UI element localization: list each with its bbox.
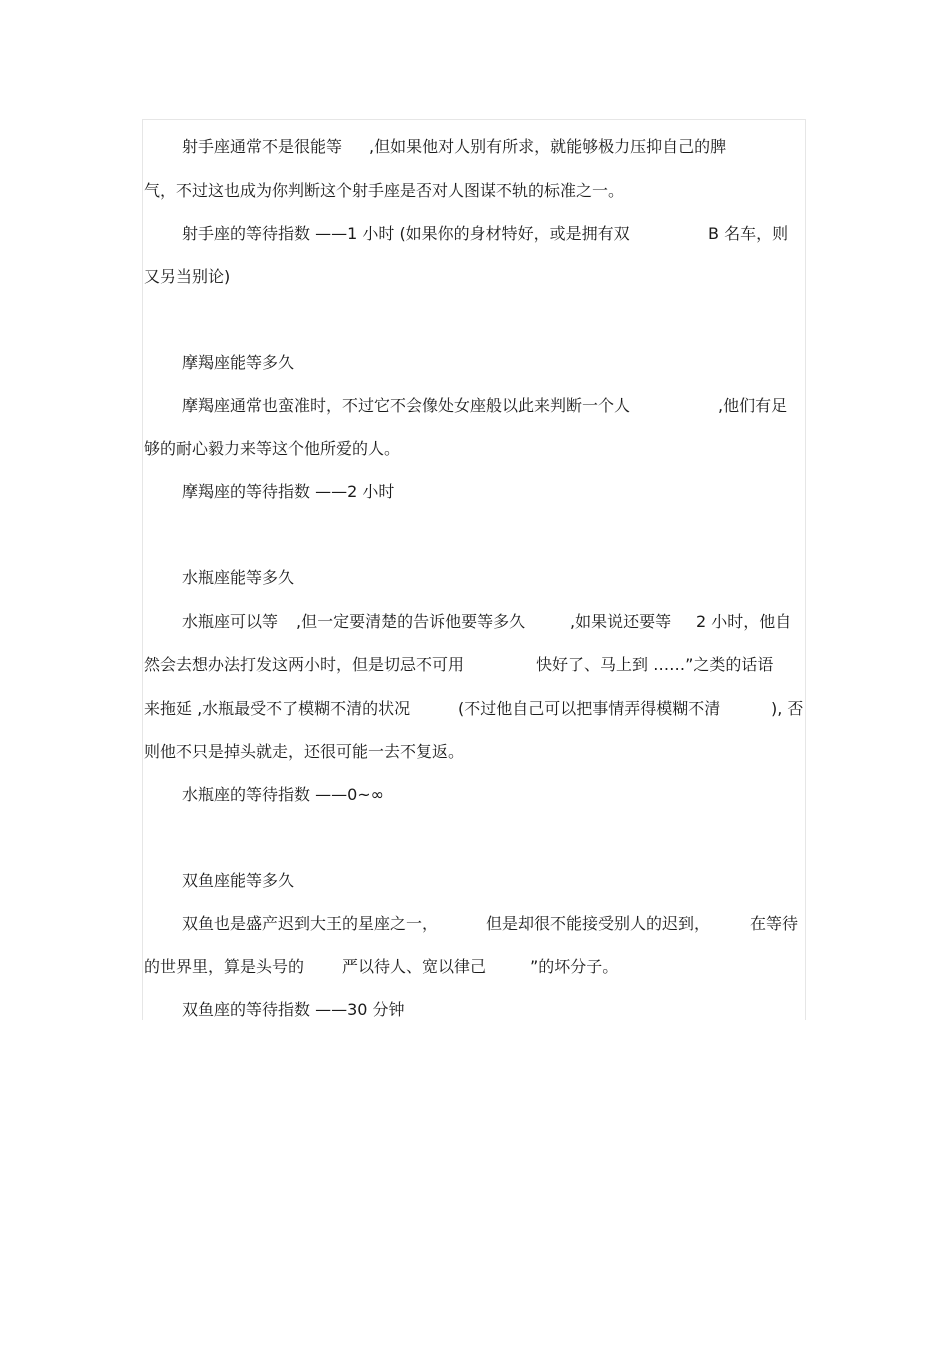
text-segment: 射手座的等待指数 ——1 小时 (如果你的身材特好，或是拥有双 — [182, 224, 630, 243]
text-line — [144, 482, 806, 502]
text-line — [144, 137, 806, 157]
heading-text: 摩羯座能等多久 — [182, 353, 295, 372]
text-segment: 够的耐心毅力来等这个他所爱的人。 — [144, 439, 401, 458]
text-segment: 来拖延 ,水瓶最受不了模糊不清的状况 — [144, 699, 411, 718]
text-segment: 双鱼座的等待指数 ——30 分钟 — [182, 1000, 405, 1019]
text-segment: 的世界里，算是头号的 — [144, 957, 305, 976]
text-segment: 然会去想办法打发这两小时，但是切忌不可用 — [144, 655, 465, 674]
text-segment: ,但如果他对人别有所求，就能够极力压抑自己的脾 — [369, 137, 727, 156]
section-heading — [144, 353, 806, 373]
text-segment: 摩羯座的等待指数 ——2 小时 — [182, 482, 395, 501]
text-segment: 气，不过这也成为你判断这个射手座是否对人图谋不轨的标准之一。 — [144, 181, 625, 200]
text-line — [144, 914, 806, 934]
text-line — [144, 1000, 806, 1020]
text-segment: 在等待 — [750, 914, 799, 933]
text-segment: (不过他自己可以把事情弄得模糊不清 — [458, 699, 721, 718]
text-segment: B 名车，则 — [708, 224, 789, 243]
section-heading — [144, 568, 806, 588]
text-line — [144, 224, 806, 244]
text-segment: ,如果说还要等 — [570, 612, 672, 631]
text-segment: 严以待人、宽以律己 — [342, 957, 487, 976]
text-line — [144, 439, 806, 459]
text-line — [144, 699, 806, 719]
text-line — [144, 267, 806, 287]
text-segment: 2 小时，他自 — [696, 612, 792, 631]
heading-text: 水瓶座能等多久 — [182, 568, 295, 587]
text-line — [144, 181, 806, 201]
text-segment: 水瓶座的等待指数 ——0~∞ — [182, 785, 385, 804]
text-line — [144, 396, 806, 416]
text-line — [144, 957, 806, 977]
text-segment: 摩羯座通常也蛮准时，不过它不会像处女座般以此来判断一个人 — [182, 396, 631, 415]
text-segment: ), 否 — [771, 699, 804, 718]
text-segment: ”的坏分子。 — [530, 957, 619, 976]
text-line — [144, 612, 806, 632]
heading-text: 双鱼座能等多久 — [182, 871, 295, 890]
text-segment: 又另当别论) — [144, 267, 231, 286]
text-line — [144, 785, 806, 805]
text-segment: 双鱼也是盛产迟到大王的星座之一， — [182, 914, 439, 933]
text-segment: 水瓶座可以等 — [182, 612, 279, 631]
text-line — [144, 655, 806, 675]
text-segment: ,他们有足 — [718, 396, 788, 415]
text-segment: 射手座通常不是很能等 — [182, 137, 343, 156]
text-segment: 则他不只是掉头就走，还很可能一去不复返。 — [144, 742, 465, 761]
text-segment: 但是却很不能接受别人的迟到， — [486, 914, 711, 933]
text-line — [144, 742, 806, 762]
text-segment: 快好了、马上到 ……”之类的话语 — [536, 655, 774, 674]
text-segment: ,但一定要清楚的告诉他要等多久 — [296, 612, 526, 631]
section-heading — [144, 871, 806, 891]
